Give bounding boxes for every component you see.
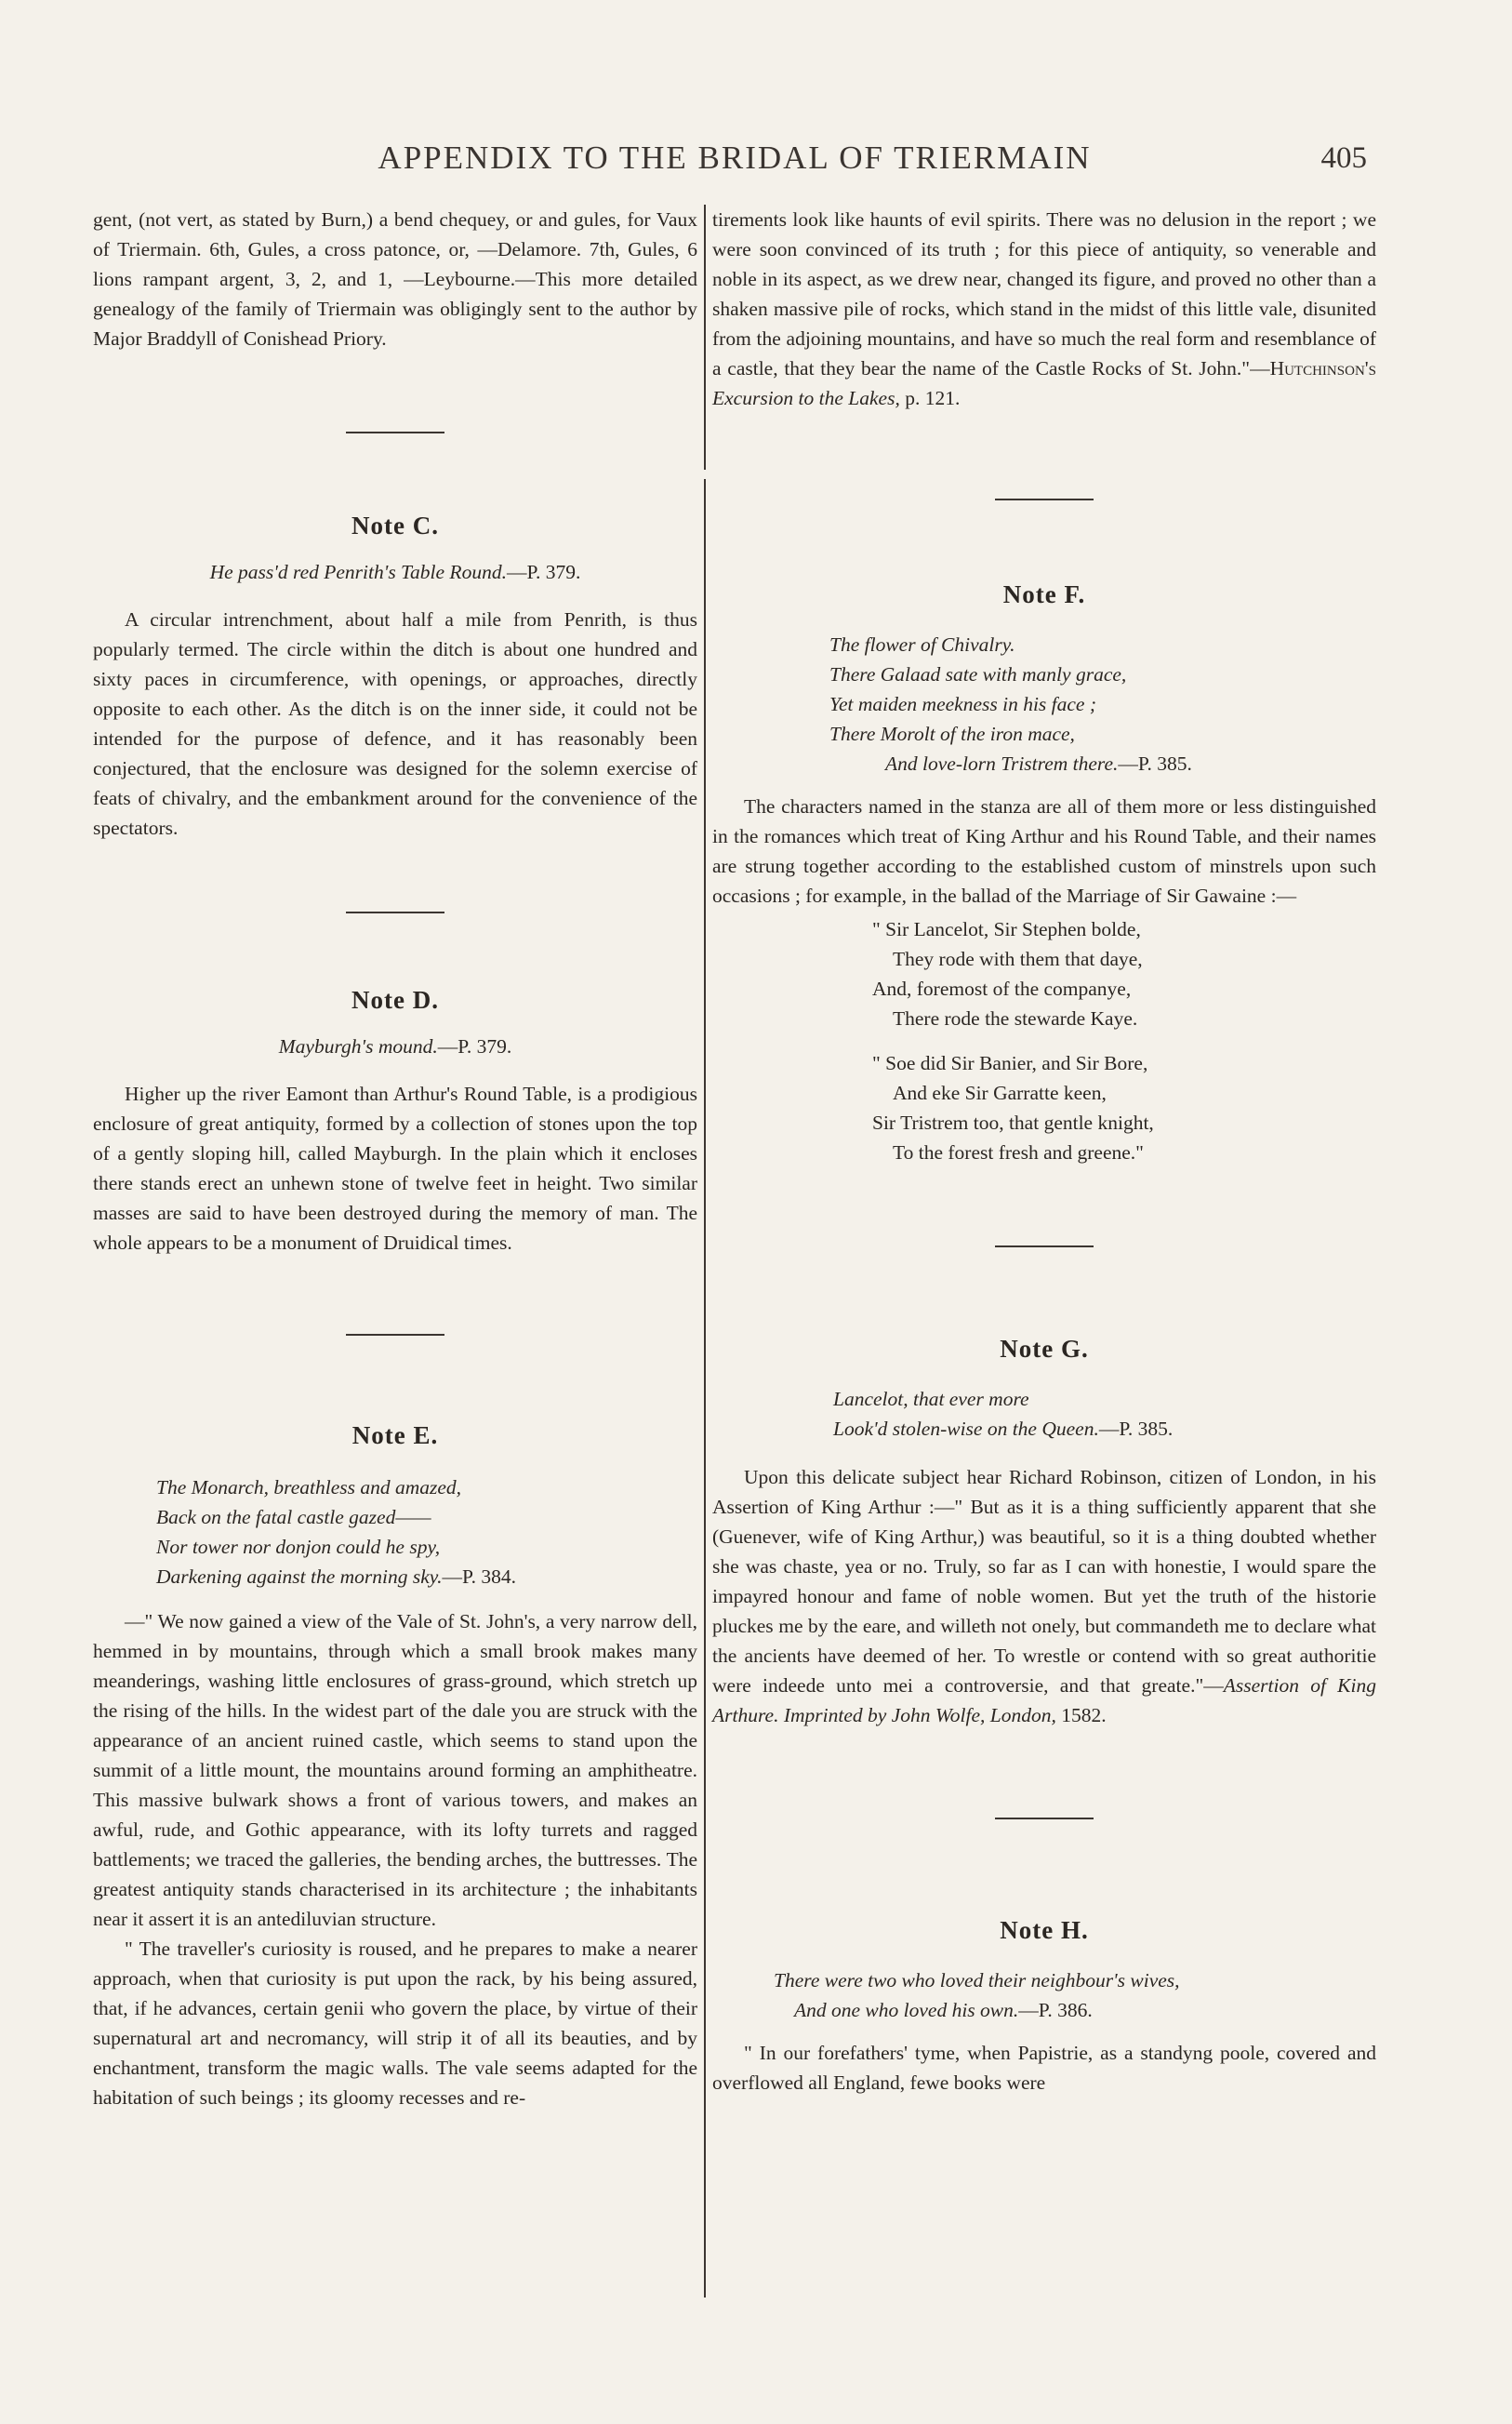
note-e-body-2: " The traveller's curiosity is roused, and he prepares to make a nearer approach, when that curiosity is put upon the rack, by his being assured, that, if he advances, certain genii who govern the place, by virtue of their supernatural art and necromancy, will strip it of all its beauties, and by enchantment, transform the magic walls. The vale seems adapted for the habitation of such beings ; its gloomy recesses and re- bbox=[93, 1938, 697, 2109]
verse-line: There rode the stewarde Kaye. bbox=[893, 1007, 1138, 1030]
verse-line: Sir Tristrem too, that gentle knight, bbox=[872, 1112, 1154, 1134]
note-e-ref: —P. 384. bbox=[442, 1565, 516, 1588]
quote-line: Yet maiden meekness in his face ; bbox=[829, 693, 1097, 715]
note-c bbox=[93, 512, 697, 843]
quote-line: There Morolt of the iron mace, bbox=[829, 723, 1075, 745]
quote-line bbox=[829, 749, 1376, 779]
quote-line: Lancelot, that ever more bbox=[833, 1388, 1029, 1410]
column-divider bbox=[704, 479, 706, 2297]
note-f-quote bbox=[712, 630, 1376, 779]
running-title: APPENDIX TO THE BRIDAL OF TRIERMAIN bbox=[378, 140, 1092, 176]
quote-line: There Galaad sate with manly grace, bbox=[829, 663, 1127, 686]
page-number: 405 bbox=[1320, 141, 1367, 175]
note-g-ref: —P. 385. bbox=[1098, 1418, 1174, 1440]
note-f-title: Note F. bbox=[1002, 580, 1086, 608]
note-g-title: Note G. bbox=[1000, 1335, 1089, 1363]
verse-line: They rode with them that daye, bbox=[893, 948, 1143, 970]
verse-line: To the forest fresh and greene." bbox=[893, 1141, 1144, 1164]
note-e bbox=[93, 1421, 697, 2112]
quote-line-text: Darkening against the morning sky. bbox=[156, 1565, 443, 1588]
section-separator bbox=[995, 1818, 1094, 1819]
note-h bbox=[712, 1916, 1376, 2098]
quote-line: Nor tower nor donjon could he spy, bbox=[156, 1536, 441, 1558]
intro-paragraph: gent, (not vert, as stated by Burn,) a bend chequey, or and gules, for Vaux of Triermain. 6th, Gules, a cross patonce, or, —Delamore. 7th, Gules, 6 lions rampant argent, 3, 2, and 1, —Leybourne.—This more detailed genealogy of the family of Triermain was obligingly sent to the author by Major Braddyll of Conishead Priory. bbox=[93, 208, 697, 350]
note-c-title: Note C. bbox=[351, 512, 439, 539]
note-g bbox=[712, 1335, 1376, 1730]
page-header bbox=[270, 140, 1367, 182]
quote-line-text: Look'd stolen-wise on the Queen. bbox=[833, 1418, 1099, 1440]
note-d bbox=[93, 986, 697, 1258]
quote-line: Back on the fatal castle gazed—— bbox=[156, 1506, 431, 1528]
note-e-body-1: —" We now gained a view of the Vale of St. John's, a very narrow dell, hemmed in by mountains, through which a small brook makes many meanderings, washing little enclosures of grass-ground, which stretch up the rising of the hills. In the widest part of the dale you are struck with the appearance of an ancient ruined castle, which seems to stand upon the summit of a little mount, the mountains around forming an amphitheatre. This massive bulwark shows a front of various towers, and makes an awful, rude, and Gothic appearance, with its lofty turrets and ragged battlements; we traced the galleries, the bending arches, the buttresses. The greatest antiquity stands characterised in its architecture ; the inhabitants near it assert it is an antediluvian structure. bbox=[93, 1610, 697, 1930]
verse-line: " Soe did Sir Banier, and Sir Bore, bbox=[872, 1052, 1148, 1074]
section-separator bbox=[346, 912, 444, 913]
quote-line bbox=[833, 1414, 1376, 1444]
note-f-body: The characters named in the stanza are all of them more or less distinguished in the romances which treat of King Arthur and his Round Table, and their names are strung together according to the established custom of minstrels upon such occasions ; for example, in the ballad of the Marriage of Sir Gawaine :— bbox=[712, 795, 1376, 907]
note-h-body: " In our forefathers' tyme, when Papistrie, as a standyng poole, covered and overflowed all England, fewe books were bbox=[712, 2042, 1376, 2094]
verse-line: And, foremost of the companye, bbox=[872, 978, 1132, 1000]
note-g-quote bbox=[712, 1384, 1376, 1444]
quote-line bbox=[156, 1562, 697, 1592]
continuation-work: Excursion to the Lakes, bbox=[712, 387, 900, 409]
note-f-verse-2 bbox=[712, 1048, 1376, 1167]
quote-line: There were two who loved their neighbour's wives, bbox=[774, 1969, 1180, 1991]
left-column bbox=[93, 205, 697, 2112]
column-divider bbox=[704, 205, 706, 470]
note-c-ref: —P. 379. bbox=[506, 561, 581, 583]
note-c-body: A circular intrenchment, about half a mile from Penrith, is thus popularly termed. The circle within the ditch is about one hundred and sixty paces in circumference, with openings, or approaches, directly opposite to each other. As the ditch is on the inner side, it could not be intended for the purpose of defence, and it has reasonably been conjectured, that the enclosure was designed for the solemn exercise of feats of chivalry, and the embankment around for the convenience of the spectators. bbox=[93, 608, 697, 839]
quote-line bbox=[774, 1995, 1376, 2025]
quote-line: The flower of Chivalry. bbox=[829, 633, 1015, 656]
note-f-ref: —P. 385. bbox=[1118, 753, 1192, 775]
continuation-author: Hutchinson's bbox=[1269, 357, 1376, 380]
quote-line-text: And one who loved his own. bbox=[794, 1999, 1019, 2021]
note-d-ref: —P. 379. bbox=[437, 1035, 512, 1058]
quote-line: The Monarch, breathless and amazed, bbox=[156, 1476, 462, 1498]
note-g-citation-year: 1582. bbox=[1061, 1704, 1107, 1726]
note-g-body bbox=[712, 1462, 1376, 1730]
note-d-quote-line bbox=[93, 1035, 697, 1059]
continuation-text: tirements look like haunts of evil spirits. There was no delusion in the report ; we were soon convinced of its truth ; for this piece of antiquity, so venerable and noble in its aspect, as we drew near, changed its figure, and proved no other than a shaken massive pile of rocks, which stand in the midst of this little vale, disunited from the adjoining mountains, and have so much the real form and resemblance of a castle, that they bear the name of the Castle Rocks of St. John."— bbox=[712, 208, 1376, 380]
note-d-quote: Mayburgh's mound. bbox=[278, 1035, 438, 1058]
section-separator bbox=[995, 1245, 1094, 1247]
section-separator bbox=[346, 432, 444, 433]
note-f-verse-1 bbox=[712, 914, 1376, 1033]
verse-line: And eke Sir Garratte keen, bbox=[893, 1082, 1107, 1104]
note-d-title: Note D. bbox=[351, 986, 439, 1014]
note-e-quote bbox=[93, 1472, 697, 1592]
note-c-quote: He pass'd red Penrith's Table Round. bbox=[209, 561, 507, 583]
note-c-quote-line bbox=[93, 561, 697, 584]
note-f bbox=[712, 580, 1376, 1167]
note-h-quote bbox=[712, 1965, 1376, 2025]
note-h-title: Note H. bbox=[1000, 1916, 1089, 1944]
right-column bbox=[712, 205, 1376, 2098]
section-separator bbox=[346, 1334, 444, 1336]
note-e-title: Note E. bbox=[351, 1421, 439, 1449]
section-separator bbox=[995, 499, 1094, 500]
note-g-body-text: Upon this delicate subject hear Richard Robinson, citizen of London, in his Assertion of King Arthur :—" But as it is a thing sufficiently apparent that she (Guenever, wife of King Arthur,) was beautiful, so it is a thing doubted whether she was chaste, yea or no. Truly, so far as I can with honestie, I would spare the impayred honour and fame of noble women. But yet the truth of the historie pluckes me by the eare, and willeth not onely, but commandeth me to declare what the ancients have deemed of her. To wrestle or contend with so great authoritie were indeede unto mei a controversie, and that greate."— bbox=[712, 1466, 1376, 1697]
quote-line-text: And love-lorn Tristrem there. bbox=[885, 753, 1119, 775]
continuation-paragraph bbox=[712, 205, 1376, 413]
continuation-page: p. 121. bbox=[905, 387, 961, 409]
note-g-citation: Assertion of King Arthure. Imprinted by John Wolfe, London, bbox=[712, 1674, 1376, 1726]
note-d-body: Higher up the river Eamont than Arthur's Round Table, is a prodigious enclosure of great antiquity, formed by a collection of stones upon the top of a gently sloping hill, called Mayburgh. In the plain which it encloses there stands erect an unhewn stone of twelve feet in height. Two similar masses are said to have been destroyed during the memory of man. The whole appears to be a monument of Druidical times. bbox=[93, 1083, 697, 1254]
note-h-ref: —P. 386. bbox=[1018, 1999, 1093, 2021]
verse-line: " Sir Lancelot, Sir Stephen bolde, bbox=[872, 918, 1141, 940]
